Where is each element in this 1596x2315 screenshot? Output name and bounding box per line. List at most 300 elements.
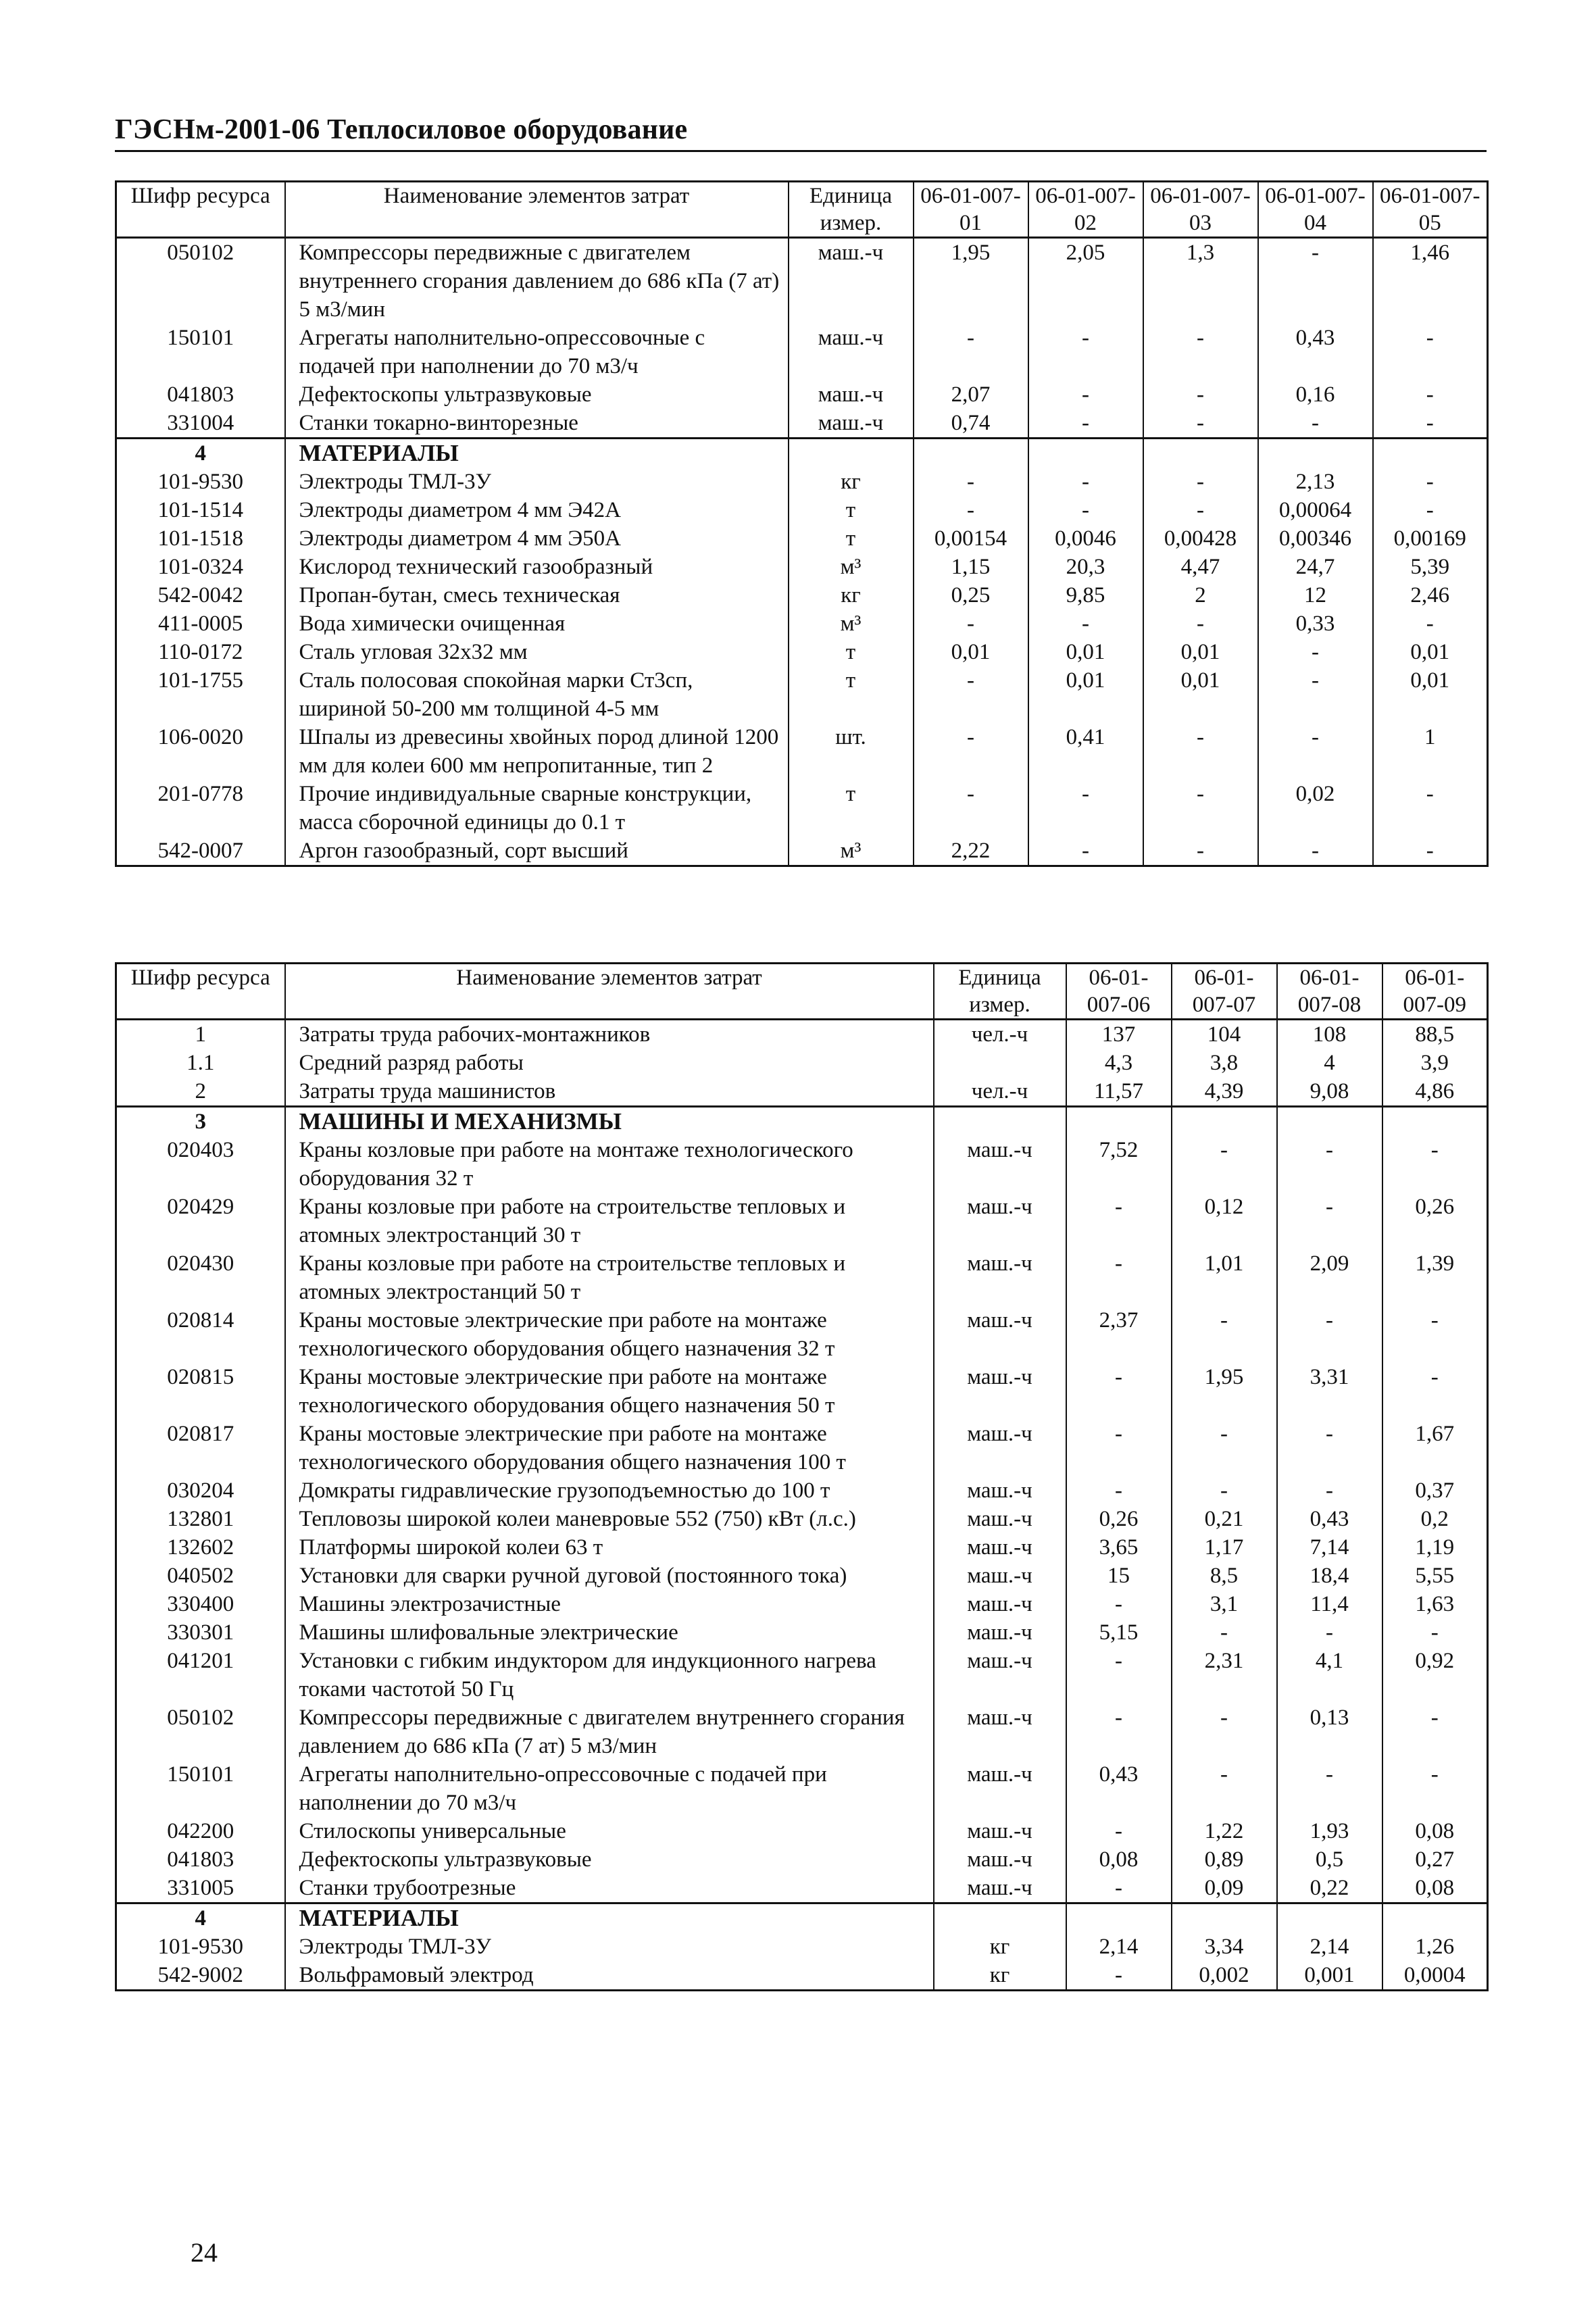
unit: кг (789, 581, 914, 609)
section-row (116, 1903, 1488, 1933)
column-header: 06-01-007-07 (1172, 964, 1277, 1020)
cost-element-name: Электроды ТМЛ-3У (285, 1933, 934, 1961)
norm-value: 7,52 (1066, 1136, 1172, 1193)
norm-value: 0,43 (1277, 1505, 1382, 1533)
norm-value: - (1066, 1703, 1172, 1760)
resource-code: 542-9002 (116, 1961, 285, 1991)
table-row (116, 524, 1488, 553)
norm-value: 137 (1066, 1020, 1172, 1049)
table-row (116, 1845, 1488, 1874)
norm-value: - (1066, 1817, 1172, 1845)
unit: маш.-ч (934, 1476, 1066, 1505)
cost-element-name: Дефектоскопы ультразвуковые (285, 1845, 934, 1874)
norm-value: 11,4 (1277, 1590, 1382, 1618)
norm-value: - (1172, 1760, 1277, 1817)
cost-element-name: Машины шлифовальные электрические (285, 1618, 934, 1647)
cost-element-name: Машины электрозачистные (285, 1590, 934, 1618)
unit: маш.-ч (789, 409, 914, 439)
norm-value: 1,3 (1143, 238, 1258, 324)
table-row (116, 1874, 1488, 1903)
section-row (116, 1107, 1488, 1137)
cost-element-name: Стилоскопы универсальные (285, 1817, 934, 1845)
resource-code: 020814 (116, 1306, 285, 1363)
norm-value (1258, 439, 1373, 468)
norm-value: 0,01 (1373, 666, 1488, 723)
unit: маш.-ч (934, 1760, 1066, 1817)
norm-value: - (1258, 409, 1373, 439)
norm-value: 0,25 (914, 581, 1028, 609)
unit: м³ (789, 837, 914, 866)
table-row (116, 409, 1488, 439)
norm-value: - (1382, 1760, 1488, 1817)
cost-element-name: Электроды диаметром 4 мм Э50А (285, 524, 789, 553)
norm-value: - (1172, 1703, 1277, 1760)
norm-value: 3,34 (1172, 1933, 1277, 1961)
table-row (116, 1590, 1488, 1618)
resource-code: 2 (116, 1077, 285, 1107)
norm-value: - (914, 723, 1028, 780)
table-row (116, 638, 1488, 666)
resource-code: 4 (116, 439, 285, 468)
norm-value: - (1382, 1703, 1488, 1760)
unit: т (789, 666, 914, 723)
unit: маш.-ч (934, 1420, 1066, 1476)
table-row (116, 1020, 1488, 1049)
norm-value (1277, 1107, 1382, 1137)
norm-value: 1,95 (1172, 1363, 1277, 1420)
norm-value: 1,01 (1172, 1249, 1277, 1306)
resource-code: 101-1518 (116, 524, 285, 553)
cost-element-name: Домкраты гидравлические грузоподъемностью до 100 т (285, 1476, 934, 1505)
unit: маш.-ч (934, 1647, 1066, 1703)
norm-value: 1,63 (1382, 1590, 1488, 1618)
cost-element-name: Аргон газообразный, сорт высший (285, 837, 789, 866)
norm-value: 3,31 (1277, 1363, 1382, 1420)
resource-code: 040502 (116, 1562, 285, 1590)
unit (934, 1049, 1066, 1077)
norm-value: 0,00428 (1143, 524, 1258, 553)
norm-value: 0,01 (1143, 666, 1258, 723)
norm-value: - (1143, 723, 1258, 780)
resource-code: 132602 (116, 1533, 285, 1562)
table-row (116, 1817, 1488, 1845)
norm-value: 1,93 (1277, 1817, 1382, 1845)
table-row (116, 666, 1488, 723)
cost-element-name: Станки трубоотрезные (285, 1874, 934, 1903)
norm-value: - (1258, 238, 1373, 324)
norm-value: 2,14 (1277, 1933, 1382, 1961)
norm-value: 88,5 (1382, 1020, 1488, 1049)
norm-value: 11,57 (1066, 1077, 1172, 1107)
unit: т (789, 638, 914, 666)
norm-value: - (1066, 1874, 1172, 1903)
resource-code: 411-0005 (116, 609, 285, 638)
unit: маш.-ч (789, 238, 914, 324)
cost-element-name: Агрегаты наполнительно-опрессовочные с подачей при наполнении до 70 м3/ч (285, 324, 789, 380)
column-header: 06-01-007-06 (1066, 964, 1172, 1020)
unit: т (789, 496, 914, 524)
table-row (116, 1077, 1488, 1107)
norm-value: - (914, 780, 1028, 837)
unit: маш.-ч (934, 1817, 1066, 1845)
unit: чел.-ч (934, 1020, 1066, 1049)
norm-value: - (1277, 1618, 1382, 1647)
cost-element-name: Краны мостовые электрические при работе на монтаже технологического оборудования общего назначения 50 т (285, 1363, 934, 1420)
norm-value: - (1066, 1961, 1172, 1991)
norm-value: 0,27 (1382, 1845, 1488, 1874)
norm-value: - (1143, 837, 1258, 866)
resource-code: 132801 (116, 1505, 285, 1533)
cost-element-name: Шпалы из древесины хвойных пород длиной 1200 мм для колеи 600 мм непропитанные, тип 2 (285, 723, 789, 780)
table-row (116, 1618, 1488, 1647)
cost-element-name: МАТЕРИАЛЫ (285, 439, 789, 468)
cost-element-name: МАТЕРИАЛЫ (285, 1903, 934, 1933)
resource-code: 1 (116, 1020, 285, 1049)
norm-value: 4,86 (1382, 1077, 1488, 1107)
resource-code: 110-0172 (116, 638, 285, 666)
resource-code: 050102 (116, 1703, 285, 1760)
norm-value: - (1258, 638, 1373, 666)
norm-value: - (1382, 1136, 1488, 1193)
norm-value: 0,01 (1028, 666, 1143, 723)
table-row (116, 1703, 1488, 1760)
norm-value: 1,26 (1382, 1933, 1488, 1961)
table-row (116, 1476, 1488, 1505)
norm-value: - (1172, 1306, 1277, 1363)
table-row (116, 780, 1488, 837)
norm-value: - (1277, 1420, 1382, 1476)
table-row (116, 1136, 1488, 1193)
norm-value: 108 (1277, 1020, 1382, 1049)
norm-value: 0,92 (1382, 1647, 1488, 1703)
norm-value: - (1382, 1306, 1488, 1363)
cost-element-name: Краны козловые при работе на монтаже технологического оборудования 32 т (285, 1136, 934, 1193)
unit: маш.-ч (934, 1533, 1066, 1562)
norm-value: 0,43 (1066, 1760, 1172, 1817)
norm-value: - (1172, 1476, 1277, 1505)
norm-value: 0,21 (1172, 1505, 1277, 1533)
norm-value: 5,15 (1066, 1618, 1172, 1647)
resource-code: 330301 (116, 1618, 285, 1647)
norm-value: - (914, 324, 1028, 380)
norm-value: 9,08 (1277, 1077, 1382, 1107)
norm-value: 5,39 (1373, 553, 1488, 581)
norm-value: 1,19 (1382, 1533, 1488, 1562)
norm-value: 0,00154 (914, 524, 1028, 553)
norm-value: - (1277, 1306, 1382, 1363)
norm-value: 2,13 (1258, 468, 1373, 496)
unit: маш.-ч (934, 1703, 1066, 1760)
cost-element-name: Вольфрамовый электрод (285, 1961, 934, 1991)
resource-code: 3 (116, 1107, 285, 1137)
resource-code: 101-1514 (116, 496, 285, 524)
norm-value (1382, 1107, 1488, 1137)
norm-value: - (1028, 780, 1143, 837)
norm-value: - (1143, 380, 1258, 409)
norm-value: 15 (1066, 1562, 1172, 1590)
table-row (116, 1193, 1488, 1249)
column-header: Единица измер. (789, 182, 914, 238)
norm-value: 3,9 (1382, 1049, 1488, 1077)
norm-value: - (1066, 1420, 1172, 1476)
unit: маш.-ч (934, 1249, 1066, 1306)
unit: т (789, 524, 914, 553)
table-row (116, 723, 1488, 780)
unit: маш.-ч (789, 380, 914, 409)
unit (934, 1107, 1066, 1137)
norm-value: 0,2 (1382, 1505, 1488, 1533)
norm-value (1066, 1107, 1172, 1137)
table-row (116, 1647, 1488, 1703)
resource-code: 542-0007 (116, 837, 285, 866)
norm-value: 0,01 (1143, 638, 1258, 666)
column-header: Наименование элементов затрат (285, 182, 789, 238)
norm-value: 1 (1373, 723, 1488, 780)
norm-value: 1,17 (1172, 1533, 1277, 1562)
unit: маш.-ч (934, 1193, 1066, 1249)
resource-code: 331005 (116, 1874, 285, 1903)
resource-code: 331004 (116, 409, 285, 439)
norm-value (1028, 439, 1143, 468)
table-row (116, 1933, 1488, 1961)
cost-element-name: Агрегаты наполнительно-опрессовочные с подачей при наполнении до 70 м3/ч (285, 1760, 934, 1817)
resource-code: 050102 (116, 238, 285, 324)
resource-code: 041803 (116, 1845, 285, 1874)
unit (789, 439, 914, 468)
norm-value: 0,00064 (1258, 496, 1373, 524)
norm-value: 0,001 (1277, 1961, 1382, 1991)
norm-value: 20,3 (1028, 553, 1143, 581)
norm-value: 104 (1172, 1020, 1277, 1049)
norm-value: - (1028, 496, 1143, 524)
norm-value: 0,89 (1172, 1845, 1277, 1874)
column-header: 06-01-007-02 (1028, 182, 1143, 238)
unit: чел.-ч (934, 1077, 1066, 1107)
norm-value: 0,01 (914, 638, 1028, 666)
cost-element-name: Дефектоскопы ультразвуковые (285, 380, 789, 409)
norm-value: - (914, 496, 1028, 524)
norm-value (1373, 439, 1488, 468)
column-header: 06-01-007-01 (914, 182, 1028, 238)
norm-value: - (1277, 1136, 1382, 1193)
norm-value: - (1028, 409, 1143, 439)
unit: маш.-ч (934, 1306, 1066, 1363)
norm-value: 0,26 (1382, 1193, 1488, 1249)
norm-value: 0,00346 (1258, 524, 1373, 553)
resource-code: 042200 (116, 1817, 285, 1845)
cost-element-name: Компрессоры передвижные с двигателем внутреннего сгорания давлением до 686 кПа (7 ат) 5 м3/мин (285, 238, 789, 324)
table-row (116, 609, 1488, 638)
norm-value (1066, 1903, 1172, 1933)
section-row (116, 439, 1488, 468)
table-row (116, 1562, 1488, 1590)
table-row (116, 1249, 1488, 1306)
norm-value: 2,22 (914, 837, 1028, 866)
page-header (115, 114, 1487, 152)
norm-value: 0,08 (1066, 1845, 1172, 1874)
resource-code: 041803 (116, 380, 285, 409)
norm-value: - (1143, 468, 1258, 496)
norm-value: - (1028, 609, 1143, 638)
resource-code: 150101 (116, 1760, 285, 1817)
norm-value: 2,07 (914, 380, 1028, 409)
resource-code: 020403 (116, 1136, 285, 1193)
norm-value: - (1373, 409, 1488, 439)
column-header: Шифр ресурса (116, 964, 285, 1020)
table-row (116, 238, 1488, 324)
norm-value: - (1373, 780, 1488, 837)
cost-element-name: Вода химически очищенная (285, 609, 789, 638)
table-row (116, 581, 1488, 609)
table-body (116, 1020, 1488, 1991)
table-row (116, 837, 1488, 866)
resource-code: 101-9530 (116, 468, 285, 496)
cost-element-name: Затраты труда машинистов (285, 1077, 934, 1107)
norm-value: 0,0004 (1382, 1961, 1488, 1991)
page-title: ГЭСНм-2001-06 Теплосиловое оборудование (115, 114, 688, 145)
unit: маш.-ч (934, 1363, 1066, 1420)
norm-value: 0,002 (1172, 1961, 1277, 1991)
norm-value: 24,7 (1258, 553, 1373, 581)
norm-value: 0,01 (1373, 638, 1488, 666)
norm-value: 0,13 (1277, 1703, 1382, 1760)
unit: маш.-ч (789, 324, 914, 380)
cost-element-name: Краны мостовые электрические при работе на монтаже технологического оборудования общего назначения 32 т (285, 1306, 934, 1363)
norm-value: 0,08 (1382, 1817, 1488, 1845)
norm-value: - (1143, 409, 1258, 439)
norm-value (914, 439, 1028, 468)
norm-value: 8,5 (1172, 1562, 1277, 1590)
cost-element-name: Средний разряд работы (285, 1049, 934, 1077)
norm-value: - (1028, 468, 1143, 496)
resource-table-2 (115, 962, 1489, 1991)
norm-value: - (1382, 1618, 1488, 1647)
table-row (116, 324, 1488, 380)
norm-value: 0,0046 (1028, 524, 1143, 553)
cost-element-name: Краны мостовые электрические при работе на монтаже технологического оборудования общего назначения 100 т (285, 1420, 934, 1476)
column-header: 06-01-007-03 (1143, 182, 1258, 238)
norm-value: - (1143, 324, 1258, 380)
unit: маш.-ч (934, 1618, 1066, 1647)
norm-value: 4,3 (1066, 1049, 1172, 1077)
table-header-row (116, 182, 1488, 238)
cost-element-name: Электроды ТМЛ-3У (285, 468, 789, 496)
norm-value: - (1066, 1590, 1172, 1618)
table-row (116, 1505, 1488, 1533)
table-body (116, 238, 1488, 866)
cost-element-name: Сталь угловая 32х32 мм (285, 638, 789, 666)
column-header: Наименование элементов затрат (285, 964, 934, 1020)
norm-value: 3,8 (1172, 1049, 1277, 1077)
resource-code: 106-0020 (116, 723, 285, 780)
norm-value: 9,85 (1028, 581, 1143, 609)
norm-value: 0,33 (1258, 609, 1373, 638)
norm-value: 0,01 (1028, 638, 1143, 666)
norm-value: 5,55 (1382, 1562, 1488, 1590)
unit: маш.-ч (934, 1874, 1066, 1903)
norm-value: - (1028, 837, 1143, 866)
norm-value: 0,12 (1172, 1193, 1277, 1249)
unit: маш.-ч (934, 1562, 1066, 1590)
norm-value: 2,05 (1028, 238, 1143, 324)
column-header: Единица измер. (934, 964, 1066, 1020)
norm-value: - (1277, 1193, 1382, 1249)
table-row (116, 1420, 1488, 1476)
resource-code: 4 (116, 1903, 285, 1933)
norm-value: - (1172, 1618, 1277, 1647)
norm-value: 0,41 (1028, 723, 1143, 780)
resource-code: 101-9530 (116, 1933, 285, 1961)
norm-value: - (1258, 837, 1373, 866)
norm-value (1382, 1903, 1488, 1933)
table-row (116, 468, 1488, 496)
norm-value: - (1143, 496, 1258, 524)
norm-value: 0,16 (1258, 380, 1373, 409)
resource-code: 1.1 (116, 1049, 285, 1077)
norm-value: 4,47 (1143, 553, 1258, 581)
resource-code: 101-1755 (116, 666, 285, 723)
table-row (116, 1533, 1488, 1562)
norm-value: 0,43 (1258, 324, 1373, 380)
resource-code: 020815 (116, 1363, 285, 1420)
norm-value: 0,26 (1066, 1505, 1172, 1533)
cost-element-name: Сталь полосовая спокойная марки Ст3сп, шириной 50-200 мм толщиной 4-5 мм (285, 666, 789, 723)
unit: м³ (789, 553, 914, 581)
cost-element-name: Краны козловые при работе на строительстве тепловых и атомных электростанций 50 т (285, 1249, 934, 1306)
unit: шт. (789, 723, 914, 780)
resource-code: 150101 (116, 324, 285, 380)
norm-value: 0,00169 (1373, 524, 1488, 553)
unit: т (789, 780, 914, 837)
norm-value (1143, 439, 1258, 468)
norm-value: - (1066, 1647, 1172, 1703)
norm-value: - (1373, 496, 1488, 524)
column-header: 06-01-007-04 (1258, 182, 1373, 238)
norm-value: 1,22 (1172, 1817, 1277, 1845)
norm-value: 3,65 (1066, 1533, 1172, 1562)
norm-value: 2,31 (1172, 1647, 1277, 1703)
norm-value: 0,22 (1277, 1874, 1382, 1903)
cost-element-name: Электроды диаметром 4 мм Э42А (285, 496, 789, 524)
resource-code: 020429 (116, 1193, 285, 1249)
unit: м³ (789, 609, 914, 638)
unit: маш.-ч (934, 1505, 1066, 1533)
norm-value: 4 (1277, 1049, 1382, 1077)
norm-value (1277, 1903, 1382, 1933)
norm-value: 1,67 (1382, 1420, 1488, 1476)
norm-value: - (1066, 1476, 1172, 1505)
norm-value: - (1143, 609, 1258, 638)
norm-value: - (1373, 609, 1488, 638)
unit: кг (934, 1961, 1066, 1991)
norm-value: 2 (1143, 581, 1258, 609)
column-header: 06-01-007-05 (1373, 182, 1488, 238)
resource-code: 041201 (116, 1647, 285, 1703)
unit: маш.-ч (934, 1845, 1066, 1874)
table-row (116, 1760, 1488, 1817)
norm-value (1172, 1107, 1277, 1137)
norm-value: 0,02 (1258, 780, 1373, 837)
unit: кг (789, 468, 914, 496)
column-header: Шифр ресурса (116, 182, 285, 238)
norm-value: - (914, 468, 1028, 496)
norm-value: 2,37 (1066, 1306, 1172, 1363)
norm-value: - (1373, 380, 1488, 409)
norm-value: 0,08 (1382, 1874, 1488, 1903)
resource-code: 030204 (116, 1476, 285, 1505)
norm-value: - (1277, 1760, 1382, 1817)
norm-value: 3,1 (1172, 1590, 1277, 1618)
